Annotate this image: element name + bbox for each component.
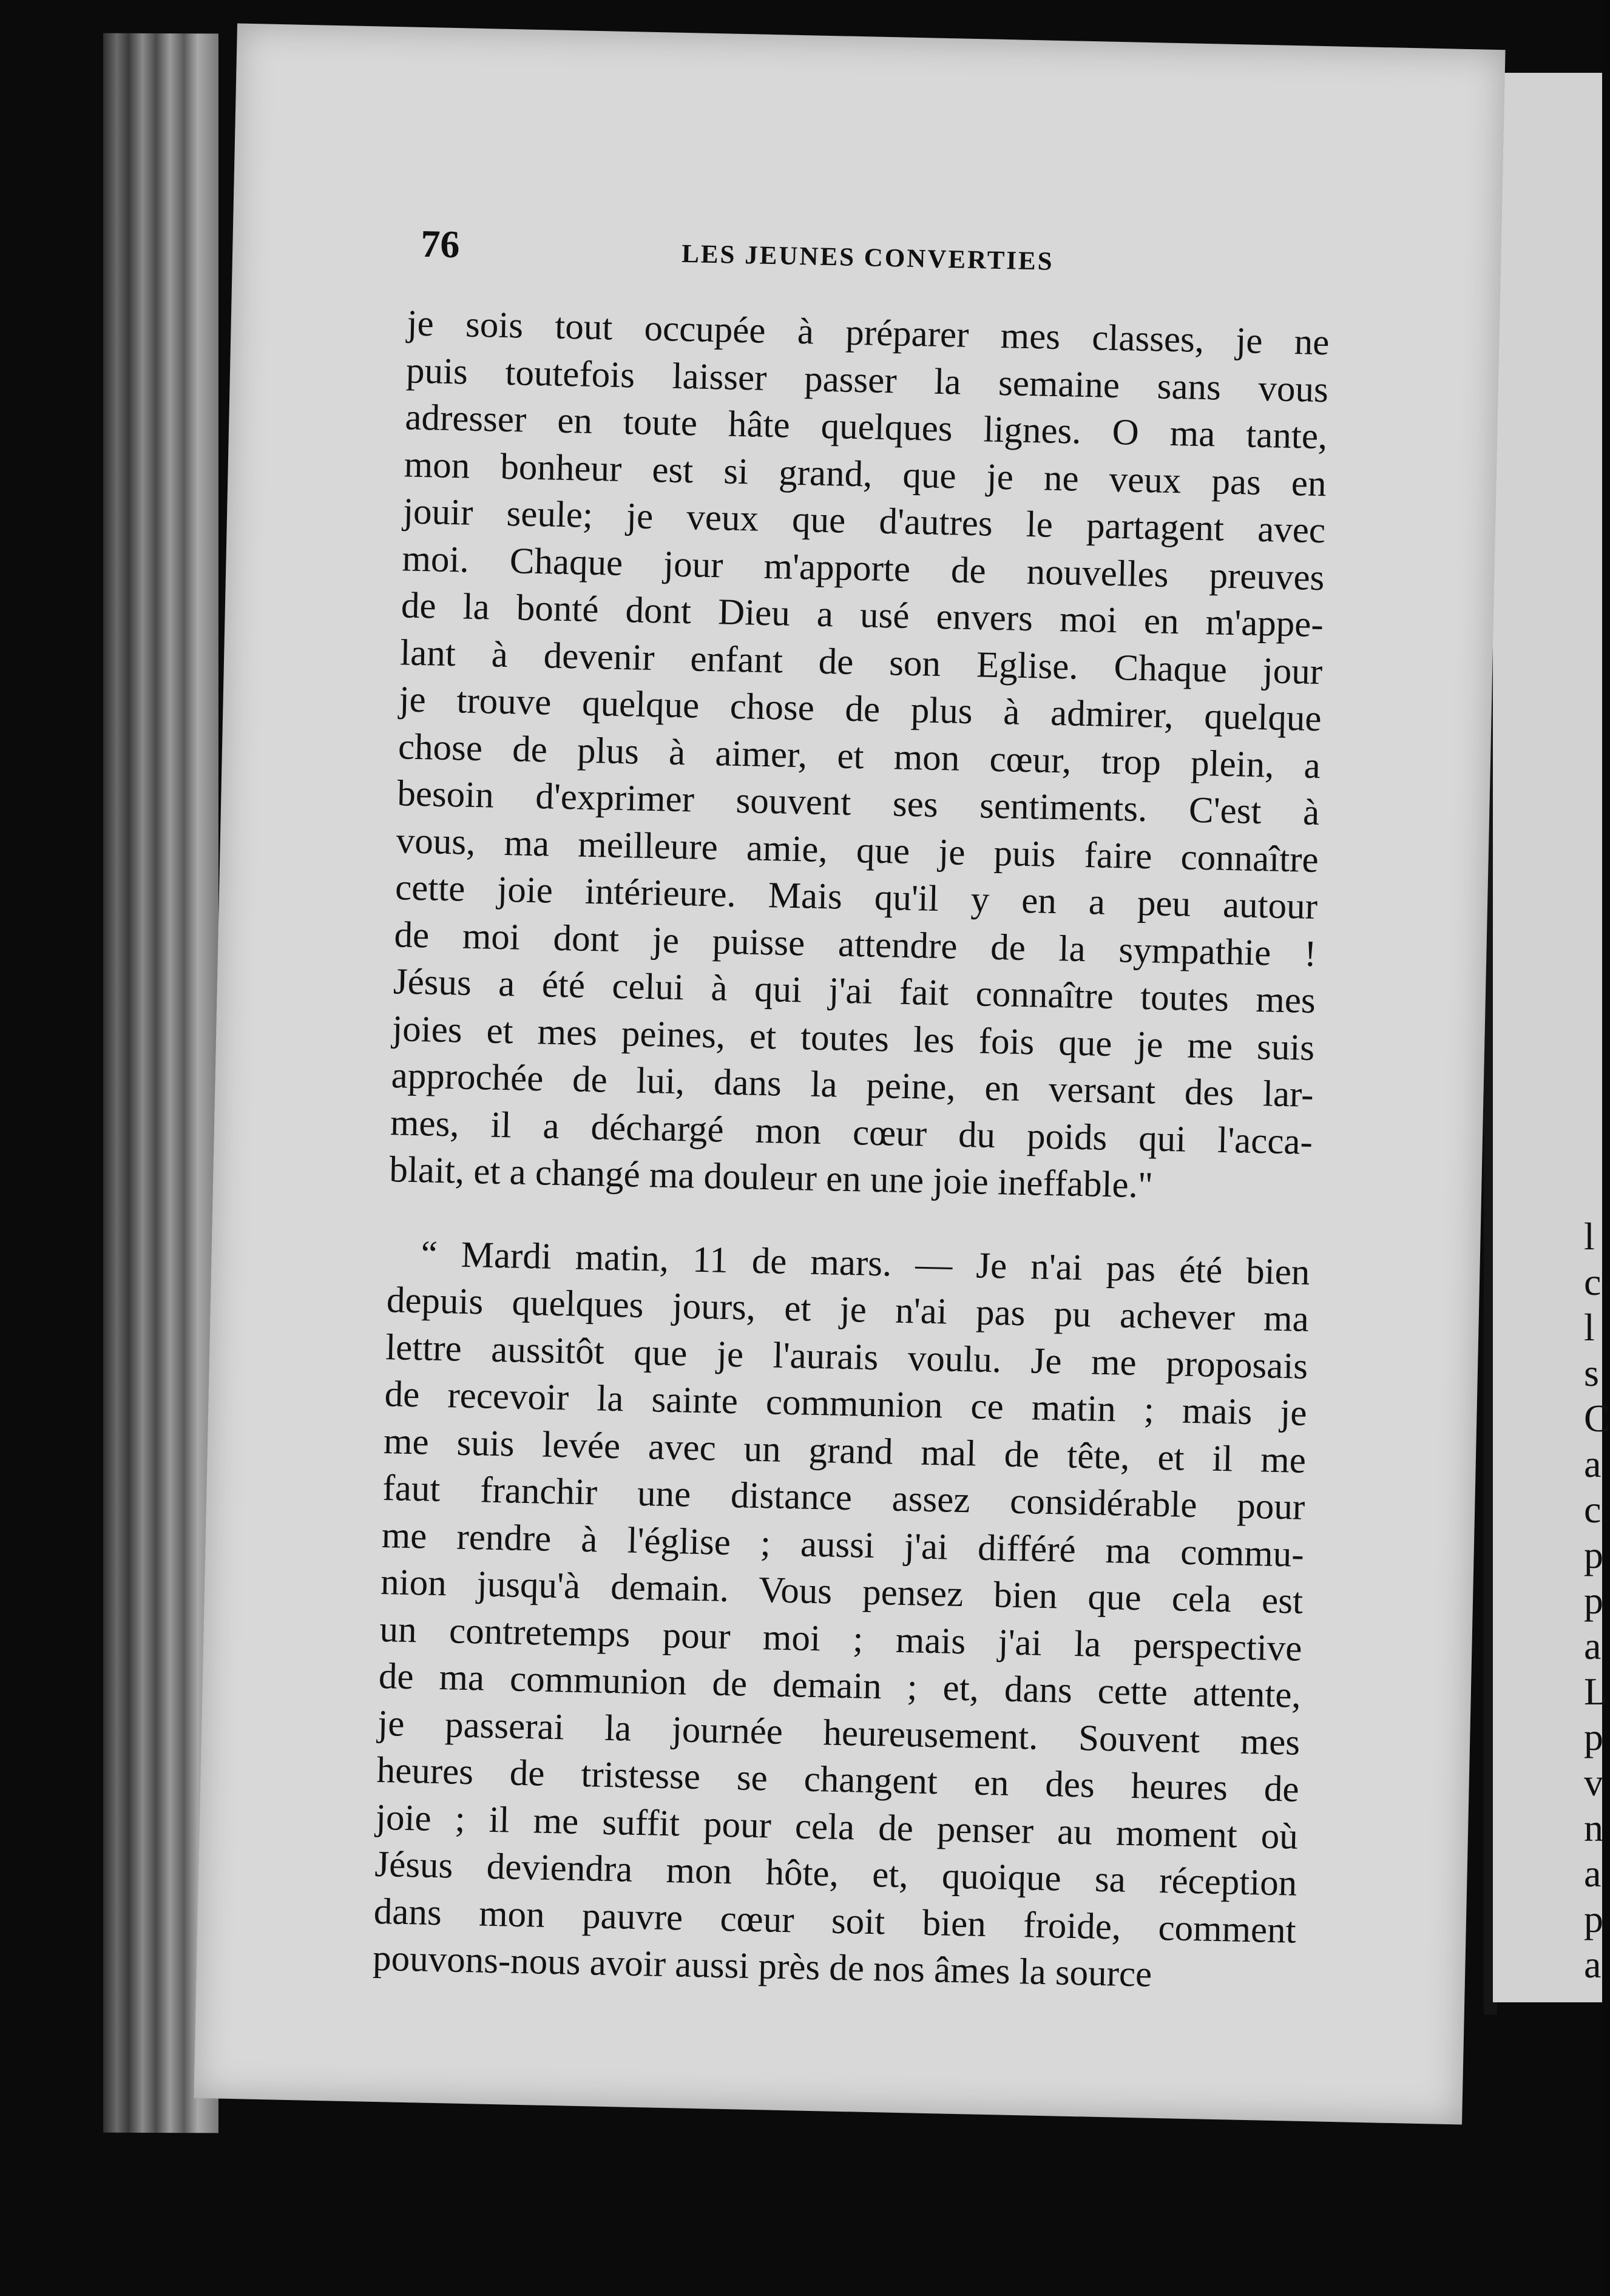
- text-line: je trouve quelque chose de plus à admirer, quelque: [399, 679, 1322, 740]
- text-line: puis toutefois laisser passer la semaine sans vous: [405, 349, 1329, 410]
- text-line: faut franchir une distance assez considérable pour: [382, 1468, 1305, 1528]
- running-head: LES JEUNES CONVERTIES: [681, 239, 1055, 276]
- text-line: de recevoir la sainte communion ce matin ; mais je: [384, 1374, 1308, 1434]
- text-line: approchée de lui, dans la peine, en versant des lar-: [391, 1055, 1314, 1116]
- text-line: un contretemps pour moi ; mais j'ai la perspective: [379, 1609, 1303, 1669]
- text-line: mes, il a déchargé mon cœur du poids qui l'acca-: [390, 1102, 1313, 1163]
- next-page-letter: a: [1584, 1442, 1602, 1485]
- paragraph-1: [389, 300, 1330, 1212]
- text-line: dans mon pauvre cœur soit bien froide, comment: [373, 1891, 1297, 1951]
- text-line: adresser en toute hâte quelques lignes. O ma tante,: [404, 397, 1328, 458]
- next-page-letter: c: [1584, 1488, 1602, 1531]
- text-line: joies et mes peines, et toutes les fois que je me suis: [391, 1008, 1315, 1069]
- text-line: jouir seule; je veux que d'autres le partagent avec: [402, 491, 1326, 552]
- text-line: de ma communion de demain ; et, dans cette attente,: [378, 1655, 1302, 1716]
- next-page-text: [1584, 1214, 1608, 1987]
- page-number: 76: [420, 221, 461, 266]
- text-line: Jésus a été celui à qui j'ai fait connaître toutes mes: [393, 961, 1316, 1022]
- text-line: de moi dont je puisse attendre de la sympathie !: [393, 914, 1317, 974]
- next-page-letter: p: [1584, 1897, 1603, 1940]
- next-page-letter: L: [1584, 1670, 1608, 1713]
- next-page-letter: C: [1584, 1397, 1610, 1440]
- text-line: blait, et a changé ma douleur en une joie ineffable.": [388, 1149, 1154, 1206]
- text-line: heures de tristesse se changent en des heures de: [376, 1749, 1300, 1810]
- book-page: [194, 23, 1505, 2124]
- text-line: me suis levée avec un grand mal de tête, et il me: [383, 1420, 1307, 1481]
- next-page-letter: a: [1584, 1624, 1602, 1667]
- next-page-letter: c: [1584, 1260, 1602, 1303]
- text-line: je passerai la journée heureusement. Souvent mes: [377, 1703, 1301, 1763]
- next-page-letter: p: [1584, 1715, 1603, 1758]
- text-line: vous, ma meilleure amie, que je puis faire connaître: [396, 820, 1319, 880]
- text-line: cette joie intérieure. Mais qu'il y en a peu autour: [394, 867, 1318, 928]
- text-line: joie ; il me suffit pour cela de penser au moment où: [375, 1797, 1299, 1857]
- text-line: depuis quelques jours, et je n'ai pas pu achever ma: [386, 1280, 1310, 1340]
- next-page-letter: a: [1584, 1943, 1602, 1986]
- paragraph-2: [372, 1230, 1310, 2002]
- text-line: besoin d'exprimer souvent ses sentiments. C'est à: [396, 773, 1320, 834]
- next-page-letter: p: [1584, 1579, 1603, 1622]
- text-line: lant à devenir enfant de son Eglise. Chaque jour: [399, 632, 1323, 692]
- next-page-letter: n: [1584, 1806, 1603, 1849]
- text-line: me rendre à l'église ; aussi j'ai différé ma commu-: [381, 1514, 1305, 1575]
- next-page-letter: l: [1584, 1306, 1595, 1349]
- text-line: mon bonheur est si grand, que je ne veux pas en: [404, 444, 1327, 504]
- next-page-letter: p: [1584, 1533, 1603, 1576]
- text-line: “ Mardi matin, 11 de mars. — Je n'ai pas été bien: [420, 1233, 1311, 1293]
- next-page-letter: s: [1584, 1351, 1599, 1394]
- next-page-letter: l: [1584, 1215, 1595, 1258]
- text-line: nion jusqu'à demain. Vous pensez bien que cela est: [380, 1562, 1304, 1622]
- text-line: moi. Chaque jour m'apporte de nouvelles preuves: [401, 538, 1325, 598]
- text-line: chose de plus à aimer, et mon cœur, trop plein, a: [397, 726, 1321, 786]
- text-line: pouvons-nous avoir aussi près de nos âmes la source: [372, 1937, 1152, 1995]
- text-line: de la bonté dont Dieu a usé envers moi en m'appe-: [401, 585, 1324, 646]
- text-line: lettre aussitôt que je l'aurais voulu. Je me proposais: [385, 1326, 1308, 1387]
- text-line: je sois tout occupée à préparer mes classes, je ne: [407, 303, 1330, 363]
- next-page-letter: a: [1584, 1852, 1602, 1895]
- text-line: Jésus deviendra mon hôte, et, quoique sa réception: [374, 1843, 1297, 1904]
- next-page-letter: v: [1584, 1761, 1603, 1804]
- body-text: [372, 300, 1330, 2001]
